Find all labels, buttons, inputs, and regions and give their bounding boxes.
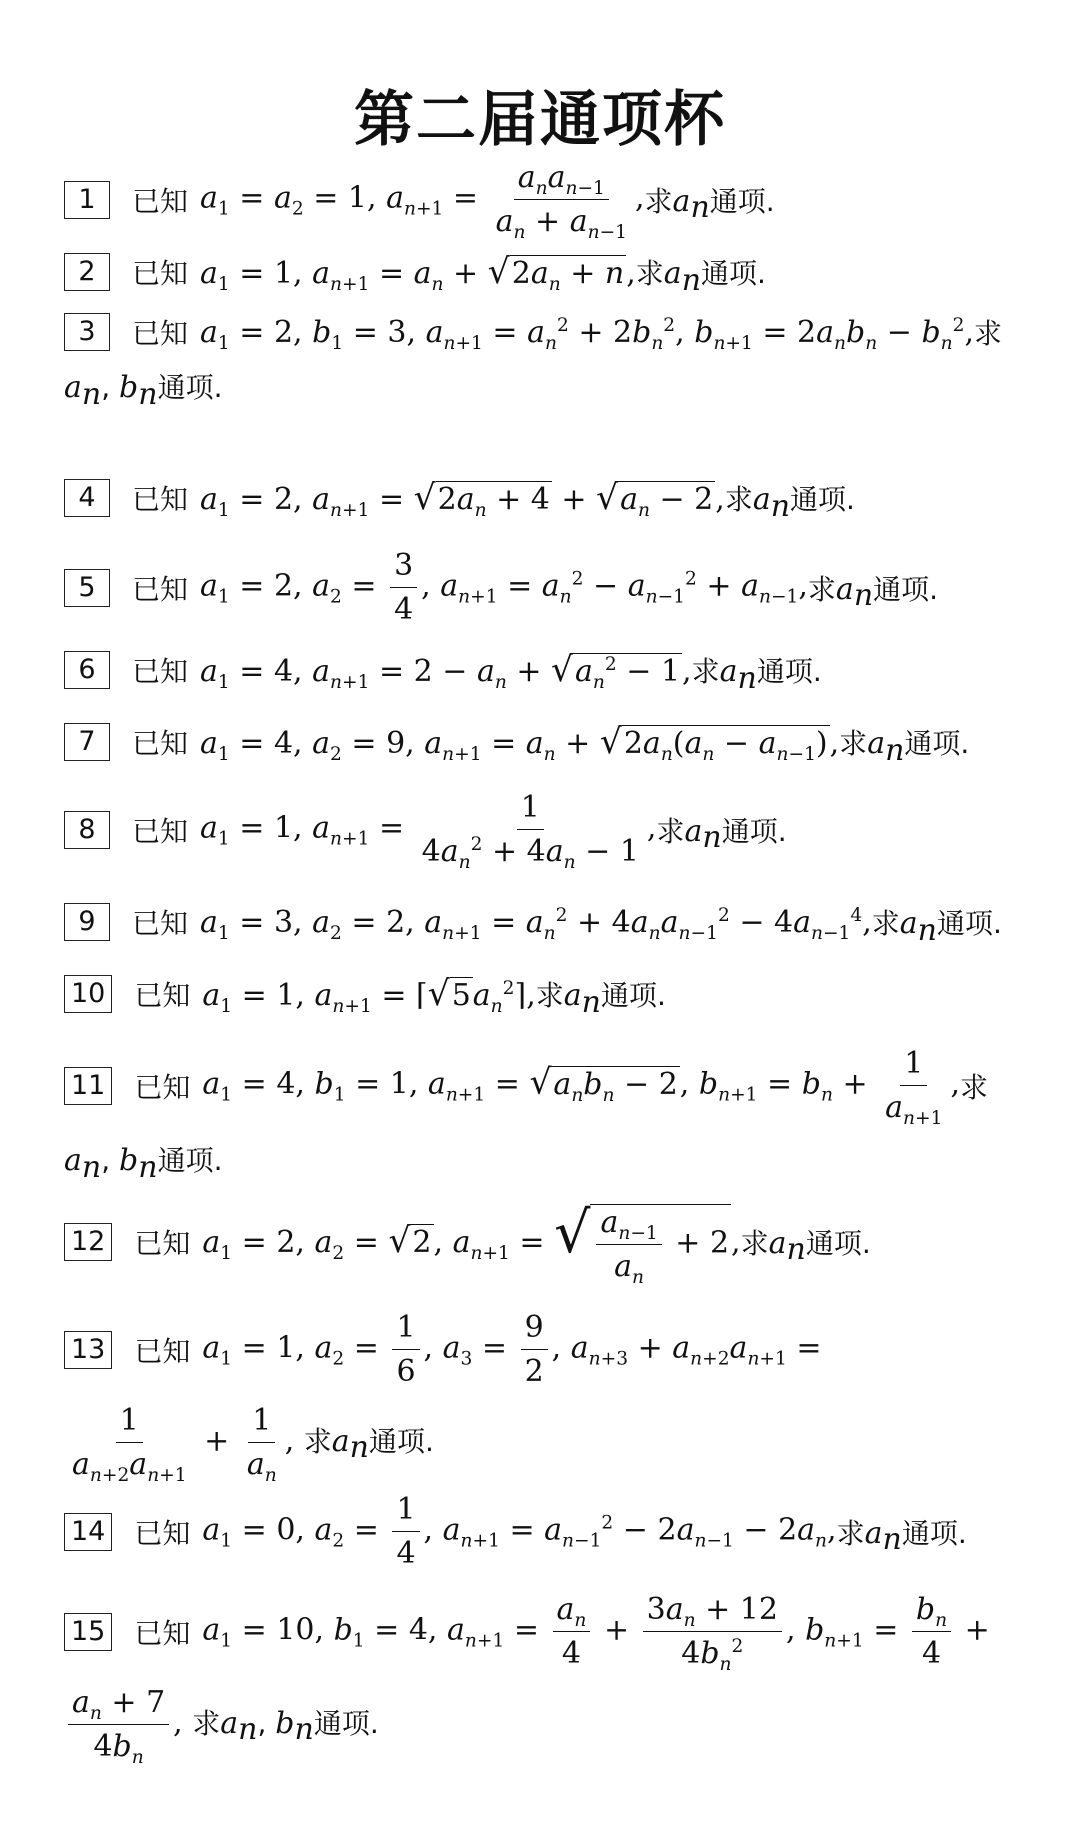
- problem-ask: 求: [959, 1070, 988, 1104]
- problem-number: 10: [64, 975, 112, 1013]
- known-label: 已知: [132, 317, 189, 350]
- problem-11: [64, 1046, 1024, 1185]
- problem-ask: 求$a_n$通项.: [656, 813, 787, 856]
- problem-formula: $a_1 = 2$, $b_1 = 3$, $a_{n+1} = a_n^2 + 2b_n^2$, $b_{n+1} = 2a_nb_n - b_n^2$,: [200, 314, 975, 354]
- problem-ask: 求$a_n$通项.: [644, 183, 775, 226]
- problem-8: [64, 790, 1024, 873]
- problem-number: 9: [64, 903, 110, 941]
- problem-number: 12: [64, 1223, 112, 1261]
- problem-ask: 求$a_n$通项.: [535, 978, 666, 1020]
- known-label: 已知: [132, 907, 189, 940]
- problem-number: 4: [64, 479, 110, 517]
- problem-number: 1: [64, 181, 110, 219]
- problem-formula: $a_1 = 0$, $a_2$ = $\frac{1}{4}$ , $a_{n+1} = a_{n-1}^2 - 2a_{n-1} - 2a_n$,: [202, 1492, 837, 1571]
- problem-number: 7: [64, 723, 110, 761]
- problem-formula: $a_1 = 1$, $a_2$ = $\frac{1}{6}$ , $a_3$ = $\frac{9}{2}$ , $a_{n+3} + a_{n+2}a_{n+1}$ =: [202, 1310, 822, 1389]
- problem-ask: 求$a_n$通项.: [691, 654, 822, 696]
- problem-12: [64, 1200, 1024, 1288]
- problem-14: [64, 1492, 1024, 1571]
- problem-ask: 求$a_n$通项.: [871, 906, 1002, 948]
- page-title: 第二届通项杯: [354, 85, 726, 155]
- problem-9: [64, 902, 1024, 948]
- problem-formula-cont: $\frac{a_n + 7}{4b_n}$ , 求$a_n$, $b_n$通项.: [64, 1685, 1024, 1764]
- problem-formula: $a_1 = 4$, $a_2 = 9$, $a_{n+1} = a_n + √2a_n(a_n - a_{n-1})$,: [200, 722, 840, 765]
- problem-ask-cont: $a_n$, $b_n$通项.: [64, 1143, 223, 1185]
- problem-formula: $a_1 = 4$, $a_{n+1} = 2 - a_n + √a_n^2 - 1$,: [200, 650, 692, 693]
- problem-number: 5: [64, 569, 110, 607]
- problem-ask: 求$a_n$通项.: [740, 1225, 871, 1268]
- known-label: 已知: [132, 483, 189, 516]
- known-label: 已知: [134, 1334, 191, 1368]
- known-label: 已知: [134, 1226, 191, 1260]
- problem-formula: $a_1 = 2$, $a_{n+1} = √2a_n + 4 + √a_n - 2$,: [200, 478, 725, 521]
- problem-ask-cont: $a_n$, $b_n$通项.: [64, 370, 223, 412]
- known-label: 已知: [132, 572, 189, 606]
- problem-4: [64, 478, 1024, 524]
- problem-formula: $a_1 = a_2 = 1$, $a_{n+1}$ = $\frac{a_na_{n-1}}{a_n + a_{n-1}}$ ,: [200, 160, 645, 243]
- problem-ask: 求$a_n$通项.: [807, 571, 939, 614]
- known-label: 已知: [132, 655, 189, 688]
- problem-ask: 求: [974, 317, 1003, 350]
- problem-formula: $a_1 = 4$, $b_1 = 1$, $a_{n+1} = √a_nb_n - 2$, $b_{n+1} = b_n$ + $\frac{1}{a_{n+1}}$ ,: [202, 1046, 960, 1129]
- problem-ask: 求$a_n$通项.: [635, 256, 766, 298]
- problem-5: [64, 548, 1024, 627]
- problem-number: 6: [64, 651, 110, 689]
- problem-formula-cont: $\frac{1}{a_{n+2}a_{n+1}}$ + $\frac{1}{a_n}$ , 求$a_n$通项.: [72, 1403, 434, 1486]
- problem-formula: $a_1 = 2$, $a_2 = √2$, $a_{n+1}$ = √ $\frac{a_{n-1}}{a_n}$ + 2,: [202, 1200, 741, 1288]
- problem-formula: $a_1 = 3$, $a_2 = 2$, $a_{n+1} = a_n^2 + 4a_na_{n-1}^2 - 4a_{n-1}^4$,: [200, 904, 872, 944]
- problem-15: [64, 1592, 1024, 1768]
- known-label: 已知: [134, 1516, 191, 1550]
- problem-10: [64, 974, 1024, 1020]
- known-label: 已知: [134, 979, 191, 1012]
- known-label: 已知: [132, 814, 189, 848]
- problem-formula: $a_1 = 10$, $b_1 = 4$, $a_{n+1}$ = $\frac{a_n}{4}$ + $\frac{3a_n + 12}{4b_n^2}$ , $b_{n+1}$ = $\frac{b_n}{4}$ +: [202, 1592, 990, 1675]
- problem-formula: $a_1 = 2$, $a_2$ = $\frac{3}{4}$ , $a_{n+1} = a_n^2 - a_{n-1}^2 + a_{n-1}$,: [200, 548, 808, 627]
- problem-6: [64, 650, 1024, 696]
- problem-number: 8: [64, 811, 110, 849]
- problem-formula: $a_1 = 1$, $a_{n+1} = a_n + √2a_n + n$,: [200, 252, 636, 295]
- known-label: 已知: [134, 1616, 191, 1650]
- problem-1: [64, 160, 1024, 243]
- problem-number: 15: [64, 1613, 112, 1651]
- problem-7: [64, 722, 1024, 768]
- problem-number: 11: [64, 1067, 112, 1105]
- problem-2: [64, 252, 1024, 298]
- known-label: 已知: [134, 1070, 191, 1104]
- problem-ask: 求$a_n$通项.: [724, 482, 855, 524]
- problem-13: [64, 1310, 1024, 1486]
- problem-number: 14: [64, 1513, 112, 1551]
- problem-formula: $a_1 = 1$, $a_{n+1}$ = $⌈√5a_n^2⌉$,: [202, 974, 536, 1017]
- problem-formula: $a_1 = 1$, $a_{n+1}$ = $\frac{1}{4a_n^2 + 4a_n - 1}$ ,: [200, 790, 657, 873]
- problem-ask: 求$a_n$通项.: [839, 726, 970, 768]
- known-label: 已知: [132, 257, 189, 290]
- known-label: 已知: [132, 727, 189, 760]
- problem-ask: 求$a_n$通项.: [836, 1515, 967, 1558]
- problem-3: [64, 312, 1024, 412]
- known-label: 已知: [132, 184, 189, 218]
- problem-number: 2: [64, 253, 110, 291]
- problem-number: 3: [64, 313, 110, 351]
- problem-number: 13: [64, 1331, 112, 1369]
